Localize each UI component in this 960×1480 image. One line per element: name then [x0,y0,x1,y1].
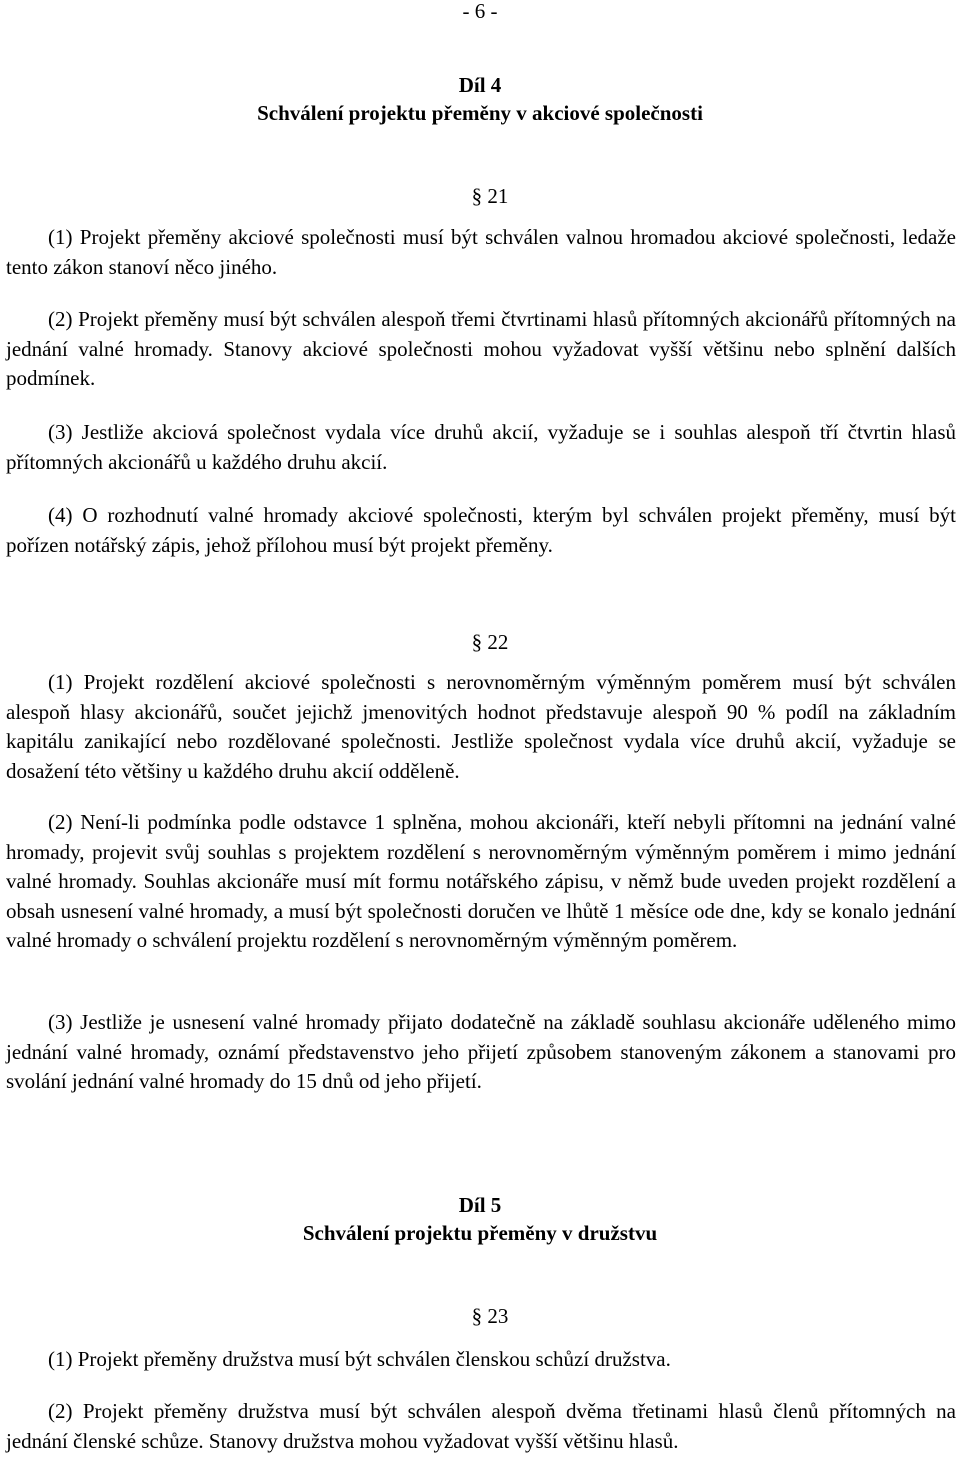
part-5-title: Schválení projektu přeměny v družstvu [302,1221,658,1245]
section-22-paragraph-1: (1) Projekt rozdělení akciové společnosti s nerovnoměrným výměnným poměrem musí být schválen alespoň hlasy akcionářů, součet jejichž jmenovitých hodnot představuje alespoň 90 % podíl na základním kapitálu zanikající nebo rozdělované společnosti. Jestliže společnost vydala více druhů akcií, vyžaduje se dosažení této většiny u každého druhu akcií odděleně. [6,670,956,783]
section-23-paragraph-1: (1) Projekt přeměny družstva musí být schválen členskou schůzí družstva. [48,1347,671,1371]
section-21-mark: § 21 [471,184,509,208]
section-23-mark: § 23 [471,1304,509,1328]
section-21-paragraph-4: (4) O rozhodnutí valné hromady akciové společnosti, kterým byl schválen projekt přeměny, musí být pořízen notářský zápis, jehož přílohou musí být projekt přeměny. [6,503,956,557]
section-21-paragraph-2: (2) Projekt přeměny musí být schválen alespoň třemi čtvrtinami hlasů přítomných akcionářů přítomných na jednání valné hromady. Stanovy akciové společnosti mohou vyžadovat vyšší většinu nebo splnění dalších podmínek. [6,307,956,390]
section-22-paragraph-3: (3) Jestliže je usnesení valné hromady přijato dodatečně na základě souhlasu akcionáře uděleného mimo jednání valné hromady, oznámí představenstvo jeho přijetí způsobem stanoveným zákonem a stanovami pro svolání jednání valné hromady do 15 dnů od jeho přijetí. [6,1010,956,1093]
part-4-label: Díl 4 [458,73,502,97]
section-21-paragraph-1: (1) Projekt přeměny akciové společnosti musí být schválen valnou hromadou akciové společnosti, ledaže tento zákon stanoví něco jiného. [6,225,956,279]
section-22-paragraph-2: (2) Není-li podmínka podle odstavce 1 splněna, mohou akcionáři, kteří nebyli přítomni na jednání valné hromady, projevit svůj souhlas s projektem rozdělení s nerovnoměrným výměnným poměrem i mimo jednání valné hromady. Souhlas akcionáře musí mít formu notářského zápisu, v němž bude uveden projekt rozdělení a obsah usnesení valné hromady, a musí být společnosti doručen ve lhůtě 1 měsíce ode dne, kdy se konalo jednání valné hromady o schválení projektu rozdělení s nerovnoměrným výměnným poměrem. [6,810,956,952]
page-number: - 6 - [462,0,498,23]
part-5-label: Díl 5 [458,1193,502,1217]
part-4-title: Schválení projektu přeměny v akciové společnosti [257,101,703,125]
section-21-paragraph-3: (3) Jestliže akciová společnost vydala více druhů akcií, vyžaduje se i souhlas alespoň tří čtvrtin hlasů přítomných akcionářů u každého druhu akcií. [6,420,956,474]
section-22-mark: § 22 [471,630,509,654]
section-23-paragraph-2: (2) Projekt přeměny družstva musí být schválen alespoň dvěma třetinami hlasů členů přítomných na jednání členské schůze. Stanovy družstva mohou vyžadovat vyšší většinu hlasů. [6,1399,956,1453]
